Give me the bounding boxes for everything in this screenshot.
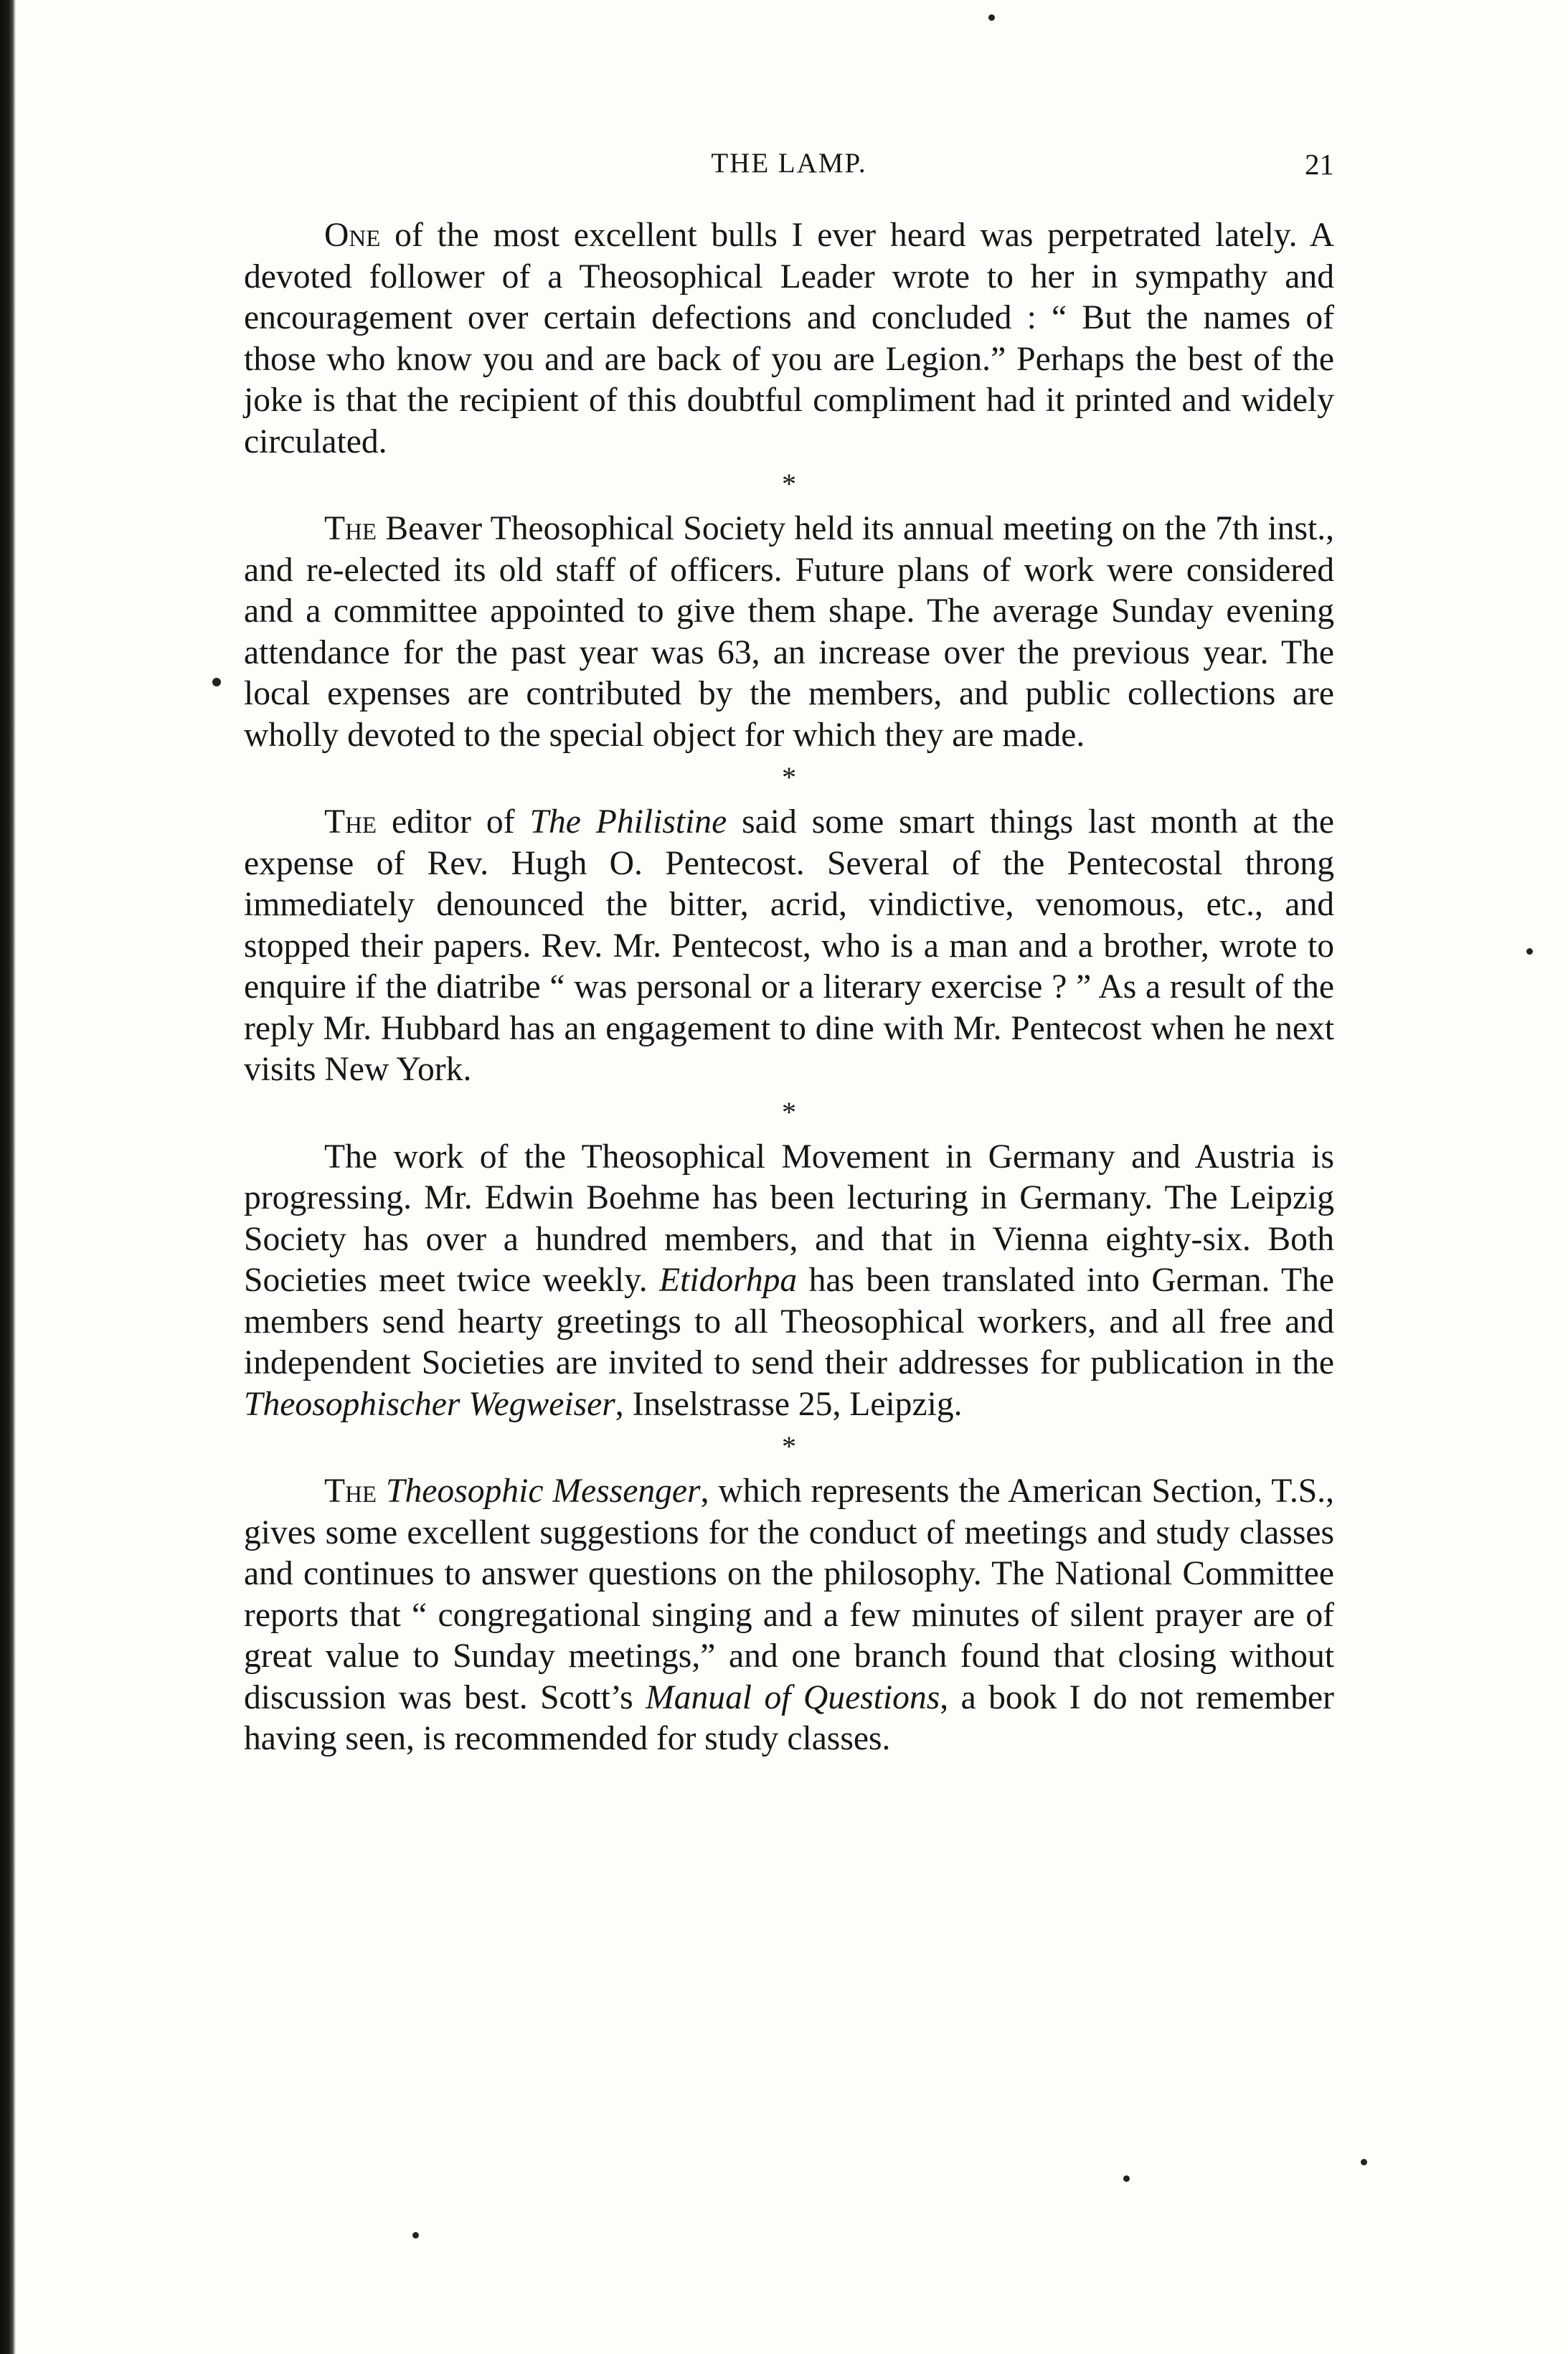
binding-edge xyxy=(0,0,16,2354)
publication-title: Theosophic Messenger xyxy=(386,1473,701,1510)
paragraph-germany-austria xyxy=(244,1137,1334,1426)
scan-speck xyxy=(988,14,995,21)
paragraph-lead: One xyxy=(324,217,381,254)
section-separator: * xyxy=(782,761,796,793)
paragraph-text: has been translated into German. The members send hearty greetings to all Theosophical workers, and all free and independent Societies are invited to send their addresses for publication in the xyxy=(244,1262,1334,1381)
paragraph-lead: The xyxy=(324,1473,377,1510)
paragraph-text: , which represents the American Section, T.S., gives some excellent suggestions for the conduct of meetings and study classes and continues to answer questions on the philosophy. The National Committee reports that “ congregational singing and a few minutes of silent prayer are of great value to Sunday meetings,” and one branch found that closing without discussion was best. Scott’s xyxy=(244,1473,1334,1716)
publication-title: Etidorhpa xyxy=(659,1262,798,1299)
section-separator: * xyxy=(782,1430,796,1462)
publication-title: The Philistine xyxy=(529,803,727,841)
scan-speck xyxy=(1361,2159,1367,2165)
paragraph-text: editor of xyxy=(377,803,530,841)
paragraph-lead: The xyxy=(324,803,377,841)
scan-speck xyxy=(212,678,221,686)
scan-speck xyxy=(1526,948,1533,955)
paragraph-theosophic-messenger xyxy=(244,1471,1334,1760)
paragraph-text: of the most excellent bulls I ever heard was perpetrated lately. A devoted follower of a Theosophical Leader wrote to her in sympathy and encouragement over certain defections and concluded : “ But the names of those who know you and are back of you are Legion.” Perhaps the best of the joke is that the recipient of this doubtful compliment had it printed and widely circulated. xyxy=(244,217,1334,460)
paragraph-beaver-society xyxy=(244,509,1334,756)
paragraph-text: , a book I do not remember having seen, is recommended for study classes. xyxy=(244,1678,1334,1757)
paragraph-text: , Inselstrasse 25, Leipzig. xyxy=(615,1385,963,1423)
page-number: 21 xyxy=(1305,148,1334,181)
publication-title: Manual of Questions xyxy=(646,1678,940,1716)
section-separator: * xyxy=(782,468,796,500)
running-title: THE LAMP. xyxy=(711,148,867,179)
page-header xyxy=(244,147,1334,190)
scan-speck xyxy=(412,2232,419,2239)
paragraph-text: The work of the Theosophical Movement in Germany and Austria is progressing. Mr. Edwin Boehme has been lecturing in Germany. The Leipzig Society has over a hundred members, and that in Vienna eighty-six. Both Societies meet twice weekly. xyxy=(244,1138,1334,1299)
paragraph-text xyxy=(377,1473,386,1510)
section-separator: * xyxy=(782,1095,796,1128)
paragraph-philistine xyxy=(244,802,1334,1091)
paragraph-lead: The xyxy=(324,510,377,547)
publication-title: Theosophischer Wegweiser xyxy=(244,1385,615,1423)
scan-speck xyxy=(1123,2175,1130,2182)
paragraph-bulls xyxy=(244,215,1334,463)
paragraph-text: said some smart things last month at the expense of Rev. Hugh O. Pentecost. Several of the Pentecostal throng immediately denounced the bitter, acrid, vindictive, venomous, etc., and stopped their papers. Rev. Mr. Pentecost, who is a man and a brother, wrote to enquire if the diatribe “ was personal or a literary exercise ? ” As a result of the reply Mr. Hubbard has an engagement to dine with Mr. Pentecost when he next visits New York. xyxy=(244,803,1335,1088)
article-body xyxy=(244,215,1334,1760)
paragraph-text: Beaver Theosophical Society held its annual meeting on the 7th inst., and re-elected its old staff of officers. Future plans of work were considered and a committee appointed to give them shape. The average Sunday evening attendance for the past year was 63, an increase over the previous year. The local expenses are contributed by the members, and public collections are wholly devoted to the special object for which they are made. xyxy=(244,510,1334,754)
